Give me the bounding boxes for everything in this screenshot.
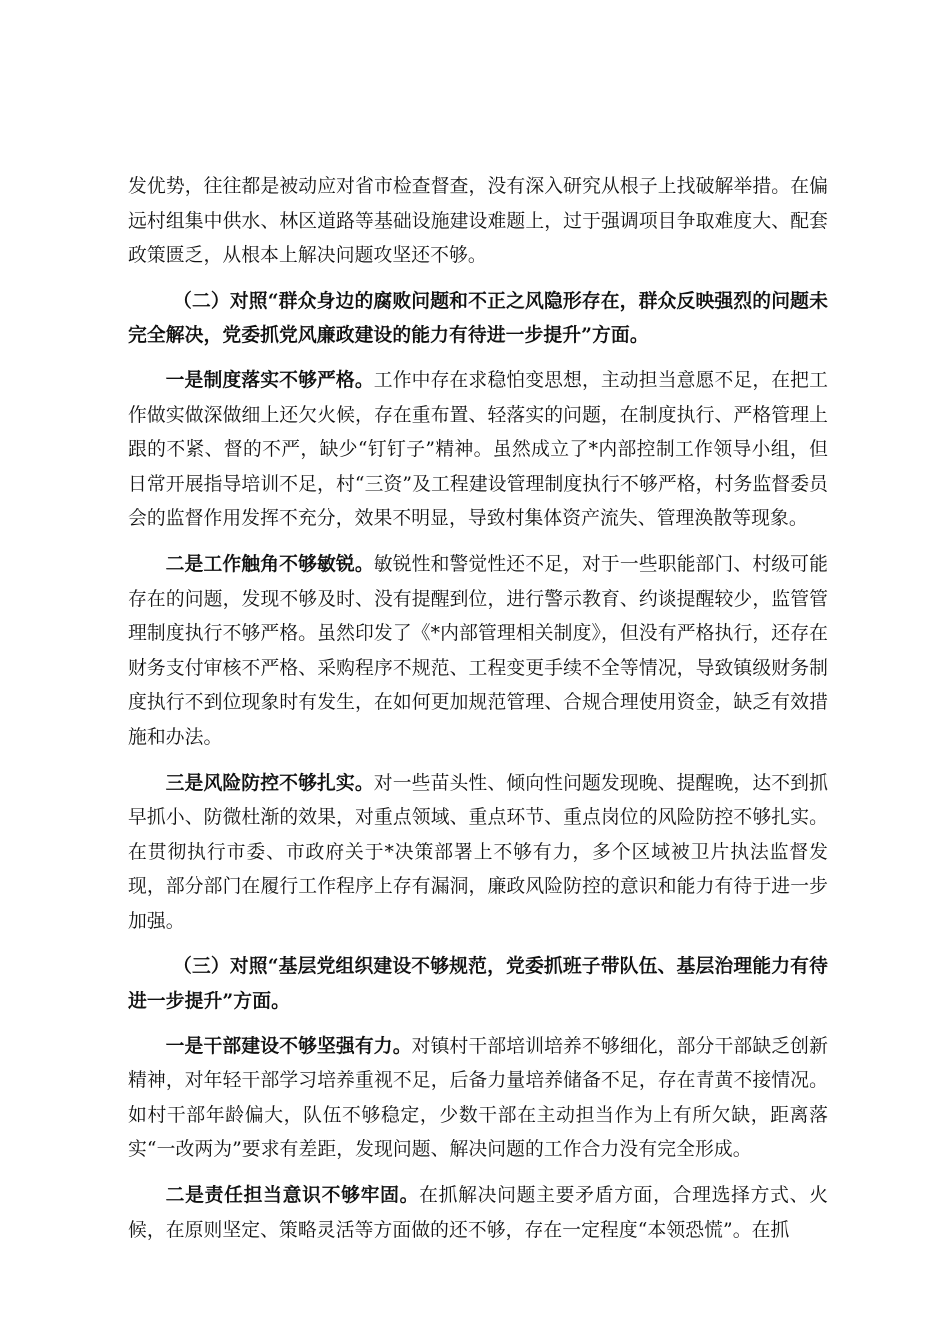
paragraph-2-lead: 二是工作触角不够敏锐。 bbox=[165, 552, 374, 575]
paragraph-4-body: 对镇村干部培训培养不够细化，部分干部缺乏创新精神，对年轻干部学习培养重视不足，后备力量培养储备不足，存在青黄不接情况。如村干部年龄偏大，队伍不够稳定，少数干部在主动担当作为上有所欠缺，距离落实“一改两为”要求有差距，发现问题、解决问题的工作合力没有完全形成。 bbox=[128, 1035, 828, 1161]
paragraph-2-body: 敏锐性和警觉性还不足，对于一些职能部门、村级可能存在的问题，发现不够及时、没有提醒到位，进行警示教育、约谈提醒较少，监管管理制度执行不够严格。虽然印发了《*内部管理相关制度》，但没有严格执行，还存在财务支付审核不严格、采购程序不规范、工程变更手续不全等情况，导致镇级财务制度执行不到位现象时有发生，在如何更加规范管理、合规合理使用资金，缺乏有效措施和办法。 bbox=[128, 553, 828, 748]
paragraph-continuation: 发优势，往往都是被动应对省市检查督查，没有深入研究从根子上找破解举措。在偏远村组集中供水、林区道路等基础设施建设难题上，过于强调项目争取难度大、配套政策匮乏，从根本上解决问题攻坚还不够。 bbox=[128, 176, 828, 267]
paragraph-4-lead: 一是干部建设不够坚强有力。 bbox=[165, 1034, 412, 1057]
document-page bbox=[128, 170, 828, 1258]
paragraph-1 bbox=[128, 363, 828, 537]
paragraph-5-lead: 二是责任担当意识不够牢固。 bbox=[165, 1184, 420, 1207]
paragraph-3 bbox=[128, 766, 828, 940]
paragraph-5-body: 在抓解决问题主要矛盾方面，合理选择方式、火候，在原则坚定、策略灵活等方面做的还不够，存在一定程度“本领恐慌”。在抓 bbox=[128, 1185, 828, 1241]
paragraph-3-body: 对一些苗头性、倾向性问题发现晚、提醒晚，达不到抓早抓小、防微杜渐的效果，对重点领域、重点环节、重点岗位的风险防控不够扎实。在贯彻执行市委、市政府关于*决策部署上不够有力，多个区域被卫片执法监督发现，部分部门在履行工作程序上存有漏洞，廉政风险防控的意识和能力有待于进一步加强。 bbox=[128, 772, 828, 932]
paragraph-2 bbox=[128, 547, 828, 756]
paragraph-5 bbox=[128, 1178, 828, 1248]
section-heading-3: （三）对照“基层党组织建设不够规范，党委抓班子带队伍、基层治理能力有待进一步提升”方面。 bbox=[128, 955, 828, 1013]
paragraph-3-lead: 三是风险防控不够扎实。 bbox=[165, 771, 374, 794]
section-heading-2: （二）对照“群众身边的腐败问题和不正之风隐形存在，群众反映强烈的问题未完全解决，党委抓党风廉政建设的能力有待进一步提升”方面。 bbox=[128, 289, 828, 347]
paragraph-1-body: 工作中存在求稳怕变思想，主动担当意愿不足，在把工作做实做深做细上还欠火候，存在重布置、轻落实的问题，在制度执行、严格管理上跟的不紧、督的不严，缺少“钉钉子”精神。虽然成立了*内部控制工作领导小组，但日常开展指导培训不足，村“三资”及工程建设管理制度执行不够严格，村务监督委员会的监督作用发挥不充分，效果不明显，导致村集体资产流失、管理涣散等现象。 bbox=[128, 369, 828, 530]
paragraph-4 bbox=[128, 1029, 828, 1168]
paragraph-1-lead: 一是制度落实不够严格。 bbox=[165, 368, 374, 391]
